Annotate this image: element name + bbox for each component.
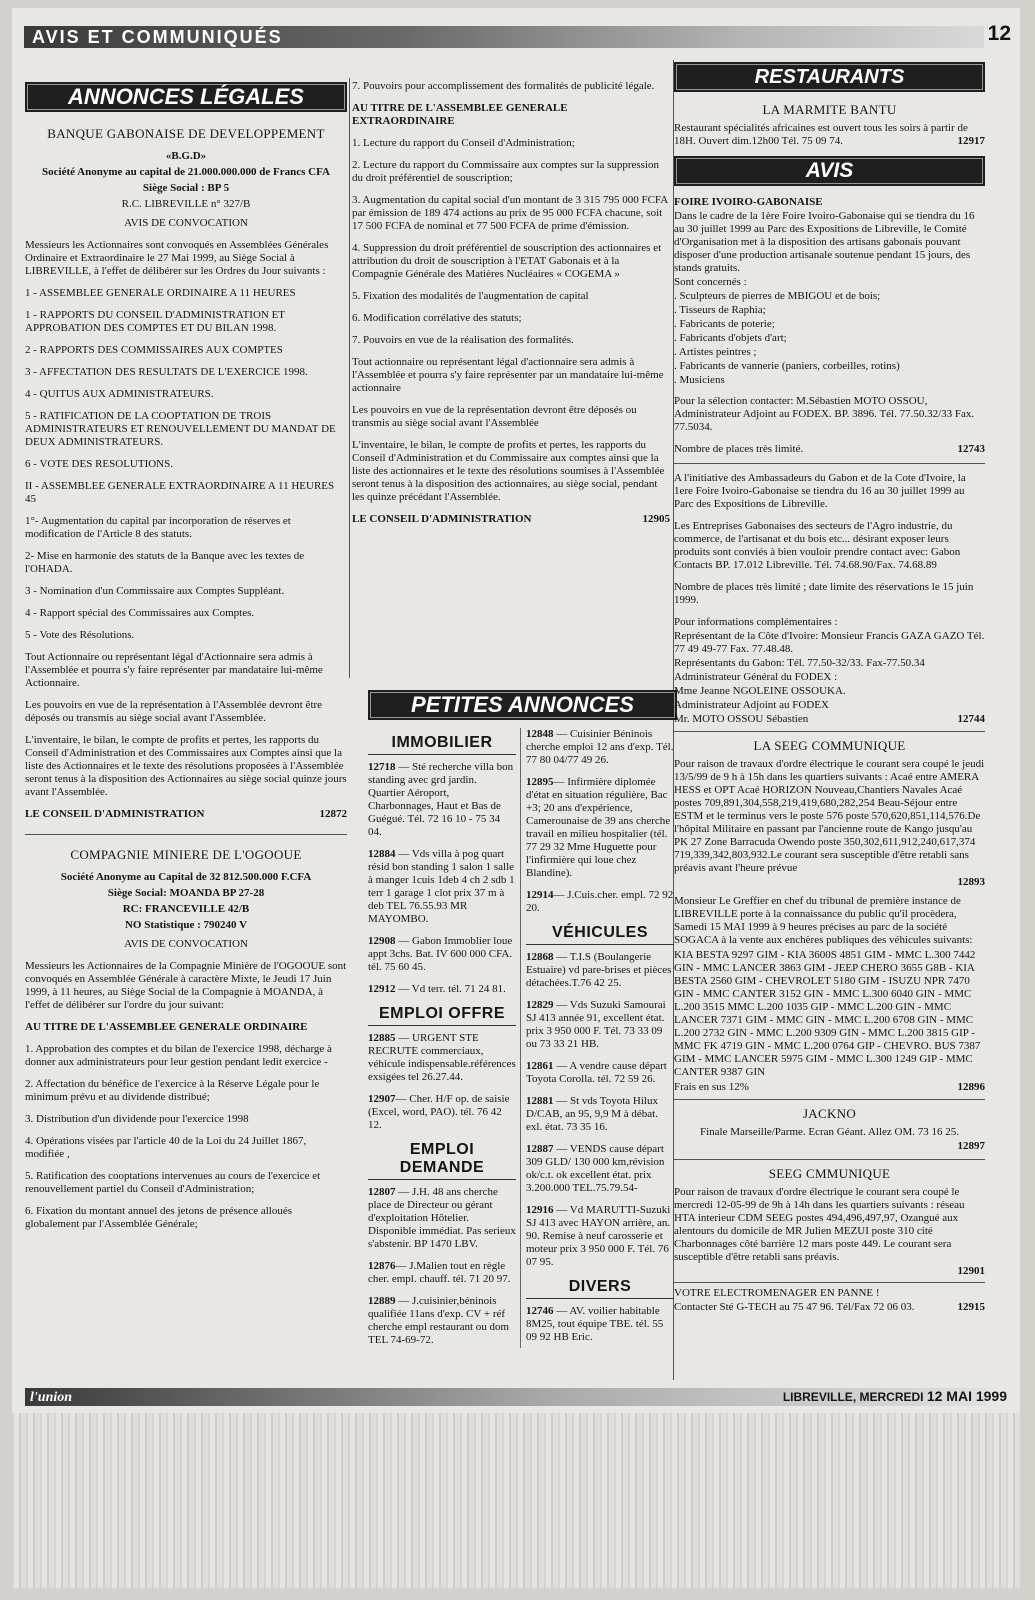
foire-intro: Dans le cadre de la 1ère Foire Ivoiro-Gabonaise qui se tiendra du 16 au 30 juillet 1999 au Parc des Expositions de Libreville, le Comité d'Organisation met à la disposition des artisans gabonais pouvant disposer d'une production artisanale soutenue pendant 15 jours, des stands gratuits. bbox=[674, 210, 975, 274]
divider bbox=[674, 1159, 985, 1160]
ad-text: — Vds Suzuki Samourai SJ 413 année 91, excellent état. prix 3 950 000 F. Tél. 73 33 09 ou 73 33 21 HB. bbox=[526, 999, 666, 1050]
ad-number: 12887 bbox=[526, 1143, 554, 1155]
seeg2-text: Pour raison de travaux d'ordre électrique le courant sera coupé le mercredi 12-05-99 de 9h à 14h dans les quartiers suivants : réseau HTA interieur CDM SEEG postes 494,496,497,97, Ozangué aux alentours du domicile de MR Julien MEZUI poste 310 cité Charbonnages côté barrière 12 mars poste 449. Le courant sera susceptible d'être retabli sans préavis. bbox=[674, 1186, 965, 1263]
ad-number: 12895 bbox=[526, 776, 554, 788]
bgd-item: 1°- Augmentation du capital par incorporation de réserves et modification de l'Article 8 des statuts. bbox=[25, 515, 291, 540]
greffier-text: Monsieur Le Greffier en chef du tribunal de première instance de LIBREVILLE porte à la connaissance du public qu'il procèdera, Samedi 15 MAI 1999 à 9 heures précises au parc de la société SOGACA à la vente aux enchères publiques des véhicules suivants: bbox=[674, 895, 973, 946]
bgd-p1: Tout Actionnaire ou représentant légal d'Actionnaire sera admis à l'Assemblée et pourra s'y faire représenter par mandataire lui-même Actionnaire. bbox=[25, 651, 323, 689]
bgd-item: 3 - AFFECTATION DES RESULTATS DE L'EXERCICE 1998. bbox=[25, 366, 308, 378]
ad-number: 12876 bbox=[368, 1260, 396, 1272]
list-item bbox=[526, 1095, 674, 1134]
footer-date: 12 MAI 1999 bbox=[926, 1388, 1007, 1404]
foire-title: FOIRE IVOIRO-GABONAISE bbox=[674, 196, 823, 208]
cmo-ago-item: 5. Ratification des cooptations intervenues au cours de l'exercice et renouvellement partiel du Conseil d'Administration; bbox=[25, 1170, 321, 1195]
bgd-avis: AVIS DE CONVOCATION bbox=[124, 217, 248, 229]
pa-left-column bbox=[368, 728, 516, 1356]
ad-text: — J.H. 48 ans cherche place de Directeur ou gérant d'exploitation Hôtelier. Disponible immédiat. Pas serieux s'abstenir. BP 1470 LBV. bbox=[368, 1186, 516, 1250]
cmo-p2: Les pouvoirs en vue de la représentation devront être déposés ou transmis au siège social avant l'Assemblée bbox=[352, 404, 637, 429]
list-item bbox=[526, 776, 674, 880]
restaurant-desc: Restaurant spécialités africaines est ouvert tous les soirs à partir de 18H. Ouvert dim.12h00 Tél. 75 09 74. bbox=[674, 122, 968, 147]
ad-number: 12908 bbox=[368, 935, 396, 947]
cmo-signature-row bbox=[352, 513, 670, 525]
restaurants-header: RESTAURANTS bbox=[674, 62, 985, 92]
footer-date-prefix: LIBREVILLE, MERCREDI bbox=[782, 1390, 924, 1404]
ad-text: — St vds Toyota Hilux D/CAB, an 95, 9,9 M à débat. exl. état. 73 35 16. bbox=[526, 1095, 658, 1133]
list-item bbox=[368, 1032, 516, 1084]
column-right bbox=[674, 62, 985, 1387]
emploi-offre-header: EMPLOI OFFRE bbox=[368, 1005, 516, 1026]
seeg2-title: SEEG CMMUNIQUE bbox=[768, 1166, 891, 1181]
avis-header: AVIS bbox=[674, 156, 985, 186]
bgd-item: 2 - RAPPORTS DES COMMISSAIRES AUX COMPTES bbox=[25, 344, 283, 356]
ad-number: 12861 bbox=[526, 1060, 554, 1072]
list-item bbox=[526, 889, 674, 915]
emploi-demande-header: EMPLOI DEMANDE bbox=[368, 1141, 516, 1180]
cmo-p1: Tout actionnaire ou représentant légal d'actionnaire sera admis à l'Assemblée et pourra s'y faire représenter par un mandataire lui-même actionnaire bbox=[352, 356, 664, 394]
list-item bbox=[526, 1204, 674, 1269]
ad-number: 12829 bbox=[526, 999, 554, 1011]
ad-text: — VENDS cause départ 309 GLD/ 130 000 km,révision ok/c.t. ok excellent état. prix 3.200.000 TEL.75.79.54- bbox=[526, 1143, 665, 1194]
foire2-last: Mr. MOTO OSSOU Sébastien bbox=[674, 713, 809, 725]
bgd-ref: 12872 bbox=[319, 808, 347, 820]
ad-number: 12807 bbox=[368, 1186, 396, 1198]
cmo-ago-title: AU TITRE DE L'ASSEMBLEE GENERALE ORDINAIRE bbox=[25, 1021, 308, 1033]
column-annonces-legales bbox=[25, 80, 347, 1388]
ad-text: — Infirmière diplomée d'état en situation régulière, Bac +3; 20 ans d'expérience, Camerounaise de 39 ans cherche travail en milieu hospitalier (tél. 77 29 32 Mme Huguette pour l'infirmière qui loue chez Blandine). bbox=[526, 776, 671, 879]
bgd-item: 5 - RATIFICATION DE LA COOPTATION DE TROIS ADMINISTRATEURS ET RENOUVELLEMENT DU MANDAT DE DEUX ADMINISTRATEURS. bbox=[25, 410, 336, 448]
bgd-item: 1 - ASSEMBLEE GENERALE ORDINAIRE A 11 HEURES bbox=[25, 287, 296, 299]
cmo-stat: NO Statistique : 790240 V bbox=[124, 919, 248, 931]
ad-text: — J.Malien tout en règle cher. empl. chauff. tél. 71 20 97. bbox=[368, 1260, 511, 1285]
foire2-last-row bbox=[674, 713, 985, 725]
list-item bbox=[368, 848, 516, 926]
cmo-ago-item: 2. Affectation du bénéfice de l'exercice à la Réserve Légale pour le minimum prévu et au dividende distribué; bbox=[25, 1078, 320, 1103]
list-item bbox=[368, 1260, 516, 1286]
page-number: 12 bbox=[987, 22, 1011, 45]
newspaper-logo: l'union bbox=[30, 1390, 73, 1405]
bgd-item: 5 - Vote des Résolutions. bbox=[25, 629, 135, 641]
scan-grain bbox=[12, 1413, 1020, 1588]
cmo-ago-item: 4. Opérations visées par l'article 40 de la Loi du 24 Juillet 1867, modifiée , bbox=[25, 1135, 307, 1160]
list-item bbox=[526, 1143, 674, 1195]
ad-number: 12885 bbox=[368, 1032, 396, 1044]
foire2-info: Représentant de la Côte d'Ivoire: Monsieur Francis GAZA GAZO Tél. 77 49 49-77 Fax. 77.48.48. bbox=[674, 630, 985, 655]
cmo-ago-item: 1. Approbation des comptes et du bilan de l'exercice 1998, décharge à donner aux administrateurs pour leur gestion pendant ledit exercice - bbox=[25, 1043, 332, 1068]
list-item bbox=[526, 728, 674, 767]
cmo-age-item: 4. Suppression du droit préférentiel de souscription des actionnaires et attribution du droit de souscription à l'ETAT Gabonais et à la Compagnie Générale des Matières Nucléaires « COGEMA » bbox=[352, 242, 662, 280]
list-item bbox=[368, 1295, 516, 1347]
bgd-abbr: «B.G.D» bbox=[165, 150, 207, 162]
greffier-row bbox=[674, 1081, 985, 1093]
petites-annonces-header: PETITES ANNONCES bbox=[368, 690, 677, 720]
bgd-signature: LE CONSEIL D'ADMINISTRATION bbox=[25, 808, 205, 820]
foire2-info: Représentants du Gabon: Tél. 77.50-32/33. Fax-77.50.34 bbox=[674, 657, 925, 669]
cmo-age-item: 3. Augmentation du capital social d'un montant de 3 315 795 000 FCFA par émission de 189 474 actions au prix de 95 000 FCFA chacune, soit 17 500 FCFA de nominal et 77 500 FCFA de prime d'émission. bbox=[352, 194, 668, 232]
list-item bbox=[368, 1093, 516, 1132]
petites-annonces bbox=[368, 690, 677, 1370]
seeg2-ref: 12901 bbox=[957, 1265, 985, 1277]
bgd-intro: Messieurs les Actionnaires sont convoqués en Assemblées Générales Ordinaire et Extraordinaire le 27 Mai 1999, au Siège Social à LIBREVILLE, à l'effet de délibérer sur les Ordres du Jour suivants : bbox=[25, 239, 329, 277]
bgd-item: 6 - VOTE DES RESOLUTIONS. bbox=[25, 458, 173, 470]
list-item bbox=[368, 983, 516, 996]
restaurant-text bbox=[674, 122, 985, 148]
bgd-name: BANQUE GABONAISE DE DEVELOPPEMENT bbox=[47, 126, 325, 141]
greffier-list: KIA BESTA 9297 GIM - KIA 3600S 4851 GIM - MMC L.300 7442 GIN - MMC LANCER 3863 GIM - JEEP CHERO 3655 G8B - KIA BESTA 2560 GIM - CHEVROLET 5180 GIM - ISUZU NPR 7470 GIN - MMC CANTER 3152 GIN - MMC L.300 6040 GIN - MMC L.200 3515 MMC L.200 1035 GIP - MMC L.200 GIN - MMC LANCER 7371 GIM - MMC GIN - MMC L.200 6708 GIN - MMC L.200 2732 GIN - MMC L.200 9309 GIN - MMC L.200 3815 GIP - MMC FK 4719 GIN - MMC L.200 0764 GIP - CHEVRO. BUS 7387 GIM - MMC LANCER 5975 GIM - MMC L.300 1249 GIP - MMC CANTER 9387 GIN bbox=[674, 949, 981, 1078]
ad-text: — J.cuisinier,béninois qualifiée 11ans d'exp. CV + réf cherche empl restaurant ou dom TEL 74-69-72. bbox=[368, 1295, 510, 1346]
seeg1-ref: 12893 bbox=[957, 876, 985, 888]
ad-text: — A vendre cause départ Toyota Corolla. tél. 72 59 26. bbox=[526, 1060, 667, 1085]
jackno-ref: 12897 bbox=[957, 1140, 985, 1152]
list-item bbox=[368, 935, 516, 974]
foire-contact: Pour la sélection contacter: M.Sébastien MOTO OSSOU, Administrateur Adjoint au FODEX. BP. 3896. Tél. 77.50.32/33 Fax. 77.5034. bbox=[674, 395, 975, 433]
divider bbox=[674, 463, 985, 464]
ad-text: — Vds villa à pog quart résid bon standing 1 salon 1 salle à manger 1cuis 1deb 4 ch 2 sdb 1 terr 1 garage 1 clot prix 37 m à deb TEL 76.55.93 MR MAYOMBO. bbox=[368, 848, 515, 925]
list-item bbox=[526, 999, 674, 1051]
foire2-p2: Les Entreprises Gabonaises des secteurs de l'Agro industrie, du commerce, de l'artisanat et du bois etc... désirant exposer leurs produits sont conviés à bien vouloir prendre contact avec: Gabon Contacts BP. 17.012 Libreville. Tél. 74.68.90/Fax. 74.68.89 bbox=[674, 520, 961, 571]
column-rule bbox=[349, 78, 350, 678]
cmo-age-item: 6. Modification corrélative des statuts; bbox=[352, 312, 522, 324]
cmo-siege: Siège Social: MOANDA BP 27-28 bbox=[107, 887, 265, 899]
ad-number: 12916 bbox=[526, 1204, 554, 1216]
ad-number: 12889 bbox=[368, 1295, 396, 1307]
greffier-ref: 12896 bbox=[957, 1081, 985, 1093]
ad-number: 12868 bbox=[526, 951, 554, 963]
ad-text: — AV. voilier habitable 8M25, tout équipe TBE. tél. 55 09 92 HB Eric. bbox=[526, 1305, 664, 1343]
cmo-ref: 12905 bbox=[642, 513, 670, 525]
pa-right-column bbox=[526, 728, 674, 1353]
jackno-text: Finale Marseille/Parme. Ecran Géant. Allez OM. 73 16 25. bbox=[699, 1126, 960, 1138]
foire2-p1: A l'initiative des Ambassadeurs du Gabon et de la Cote d'Ivoire, la 1ere Foire Ivoiro-Gabonaise se tiendra du 16 au 30 juillet 1999 au Parc des Expositions de Libreville. bbox=[674, 472, 966, 510]
cmo-avis: AVIS DE CONVOCATION bbox=[124, 938, 248, 950]
gtech-ref: 12915 bbox=[957, 1301, 985, 1313]
foire-places: Nombre de places très limité. bbox=[674, 443, 804, 455]
gtech-line2: Contacter Sté G-TECH au 75 47 96. Tél/Fax 72 06 03. bbox=[674, 1301, 915, 1313]
ad-text: — Gabon Immoblier loue appt 3chs. Bat. IV 600 000 CFA. tél. 75 60 45. bbox=[368, 935, 513, 973]
ad-text: — Cher. H/F op. de saisie (Excel, word, PAO). tél. 76 42 12. bbox=[368, 1093, 510, 1131]
foire2-ref: 12744 bbox=[957, 713, 985, 725]
ad-number: 12848 bbox=[526, 728, 554, 740]
ad-number: 12718 bbox=[368, 761, 396, 773]
section-title: AVIS ET COMMUNIQUÉS bbox=[32, 27, 283, 47]
bgd-p3: L'inventaire, le bilan, le compte de profits et pertes, les rapports du Conseil d'Administration et des Commissaires aux Comptes ainsi que la liste des Actionnaires et le texte des résolutions proposées à l'Assemblée seront tenus à la disposition des Actionnaires au siège social quinze jours avant l'Assemblée. bbox=[25, 734, 347, 798]
foire-ref: 12743 bbox=[957, 443, 985, 455]
cmo-age-item: 1. Lecture du rapport du Conseil d'Administration; bbox=[352, 137, 575, 149]
foire-list-item: . Tisseurs de Raphia; bbox=[674, 304, 766, 316]
foire-list-item: . Sculpteurs de pierres de MBIGOU et de bois; bbox=[674, 290, 881, 302]
gtech-line1: VOTRE ELECTROMENAGER EN PANNE ! bbox=[674, 1287, 880, 1299]
bgd-p2: Les pouvoirs en vue de la représentation à l'Assemblée devront être déposés ou transmis au siège social avant l'Assemblée. bbox=[25, 699, 323, 724]
ad-number: 12912 bbox=[368, 983, 396, 995]
foire2-info: Pour informations complémentaires : bbox=[674, 616, 838, 628]
cmo-intro: Messieurs les Actionnaires de la Compagnie Minière de l'OGOOUE sont convoqués en Assemblée Générale à caractère Mixte, le Jeudi 17 Juin 1999, à 11 heures, au Siège Social de la Compagnie à MOANDA, à l'effet de délibérer sur l'ordre du jour suivant: bbox=[25, 960, 347, 1011]
foire2-p3: Nombre de places très limité ; date limite des réservations le 15 juin 1999. bbox=[674, 581, 974, 606]
bgd-item: II - ASSEMBLEE GENERALE EXTRAORDINAIRE A 11 HEURES 45 bbox=[25, 480, 335, 505]
foire2-info: Administrateur Général du FODEX : bbox=[674, 671, 838, 683]
foire-list-item: . Artistes peintres ; bbox=[674, 346, 757, 358]
cmo-rc: RC: FRANCEVILLE 42/B bbox=[122, 903, 250, 915]
jackno-title: JACKNO bbox=[802, 1106, 857, 1121]
list-item bbox=[368, 761, 516, 839]
gtech-row bbox=[674, 1301, 985, 1313]
bgd-rc: R.C. LIBREVILLE n° 327/B bbox=[121, 198, 251, 210]
ad-text: — Cuisinier Béninois cherche emploi 12 ans d'exp. Tél. 77 80 04/77 49 26. bbox=[526, 728, 674, 766]
cmo-name: COMPAGNIE MINIERE DE L'OGOOUE bbox=[70, 847, 302, 862]
cmo-ago-item: 6. Fixation du montant annuel des jetons de présence alloués globalement par l'Assemblée Générale; bbox=[25, 1205, 292, 1230]
restaurant-ref: 12917 bbox=[957, 135, 985, 147]
cmo-ago-item: 3. Distribution d'un dividende pour l'exercice 1998 bbox=[25, 1113, 249, 1125]
restaurant-name: LA MARMITE BANTU bbox=[762, 102, 897, 117]
ad-number: 12881 bbox=[526, 1095, 554, 1107]
foire-list-item: . Fabricants de vannerie (paniers, corbeilles, rotins) bbox=[674, 360, 900, 372]
immobilier-header: IMMOBILIER bbox=[368, 734, 516, 755]
bgd-capital: Société Anonyme au capital de 21.000.000.000 de Francs CFA bbox=[42, 166, 330, 178]
footer-dateline bbox=[783, 1388, 1007, 1404]
column-rule bbox=[520, 728, 521, 1348]
cmo-p3: L'inventaire, le bilan, le compte de profits et pertes, les rapports du Conseil d'Administration et du Commissaire aux comptes ainsi que la liste des actionnaires et le texte des résolutions soumises à l'Assemblée seront tenus à la disposition des actionnaires, au siège social, pendant les quinze précédant l'Assemblée. bbox=[352, 439, 665, 503]
list-item bbox=[526, 951, 674, 990]
foire-list-item: . Fabricants de poterie; bbox=[674, 318, 775, 330]
ad-number: 12884 bbox=[368, 848, 396, 860]
foire2-info: Administrateur Adjoint au FODEX bbox=[674, 699, 829, 711]
seeg1-text: Pour raison de travaux d'ordre électrique le courant sera coupé le jeudi 13/5/99 de 9 h à 15h dans les quartiers suivants : Acaé entre AMERA HESS et OPT Acaé HORIZON Nouveau,Chantiers Navales Acaé postes 709,891,304,558,219,419,680,282,254 Beau-Séjour entre ESTM et le terminus vers le poste 576 poste 570,620,851,114,576.De l'hôpital Militaire en passant par l'ancienne route de Kango jusqu'au PK 27 Zone Barracuda Owendo poste 350,302,611,912,240,617,374 719,339,342,803,932.Le courant sera susceptible d'être retabli sans préavis avant l'heure prévue bbox=[674, 758, 985, 874]
cmo-age-title: AU TITRE DE L'ASSEMBLEE GENERALE EXTRAORDINAIRE bbox=[352, 102, 568, 127]
list-item bbox=[368, 1186, 516, 1251]
ad-text: — Vd terr. tél. 71 24 81. bbox=[395, 983, 506, 995]
ad-text: — Vd MARUTTI-Suzuki SJ 413 avec HAYON arrière, an. 90. Remise à neuf carosserie et moteur prix 3 950 000 F. Tél. 76 07 95. bbox=[526, 1204, 671, 1268]
cmo-ago-item-7: 7. Pouvoirs pour accomplissement des formalités de publicité légale. bbox=[352, 80, 655, 92]
bgd-item: 4 - QUITUS AUX ADMINISTRATEURS. bbox=[25, 388, 214, 400]
bgd-item: 4 - Rapport spécial des Commissaires aux Comptes. bbox=[25, 607, 255, 619]
cmo-age-item: 5. Fixation des modalités de l'augmentation de capital bbox=[352, 290, 589, 302]
divider bbox=[25, 834, 347, 835]
ad-text: — Sté recherche villa bon standing avec grd jardin. Quartier Aéroport, Charbonnages, Haut et Bas de Guégué. Tél. 72 16 10 - 75 34 04. bbox=[368, 761, 514, 838]
ad-text: — T.I.S (Boulangerie Estuaire) vd pare-brises et pièces détachées.T.76 42 25. bbox=[526, 951, 672, 989]
ad-text: — J.Cuis.cher. empl. 72 92 20. bbox=[526, 889, 674, 914]
column-cmo-continued bbox=[352, 80, 670, 680]
divider bbox=[674, 731, 985, 732]
cmo-capital: Société Anonyme au Capital de 32 812.500.000 F.CFA bbox=[60, 871, 312, 883]
annonces-legales-header: ANNONCES LÉGALES bbox=[25, 82, 347, 112]
list-item bbox=[526, 1305, 674, 1344]
foire2-info: Mme Jeanne NGOLEINE OSSOUKA. bbox=[674, 685, 846, 697]
divers-header: DIVERS bbox=[526, 1278, 674, 1299]
ad-number: 12907 bbox=[368, 1093, 396, 1105]
cmo-age-item: 2. Lecture du rapport du Commissaire aux comptes sur la suppression du droit préférentiel de souscription; bbox=[352, 159, 660, 184]
ad-number: 12914 bbox=[526, 889, 554, 901]
foire-list-item: . Musiciens bbox=[674, 374, 725, 386]
divider bbox=[674, 1282, 985, 1283]
foire-places-row bbox=[674, 443, 985, 455]
bgd-signature-row bbox=[25, 808, 347, 820]
cmo-age-item: 7. Pouvoirs en vue de la réalisation des formalités. bbox=[352, 334, 574, 346]
list-item bbox=[526, 1060, 674, 1086]
bgd-siege: Siège Social : BP 5 bbox=[142, 182, 230, 194]
bgd-item: 2- Mise en harmonie des statuts de la Banque avec les textes de l'OHADA. bbox=[25, 550, 305, 575]
foire-concernes: Sont concernés : bbox=[674, 276, 747, 288]
vehicules-header: VÉHICULES bbox=[526, 924, 674, 945]
cmo-signature: LE CONSEIL D'ADMINISTRATION bbox=[352, 513, 532, 525]
divider bbox=[674, 1099, 985, 1100]
ad-number: 12746 bbox=[526, 1305, 554, 1317]
ad-text: — URGENT STE RECRUTE commerciaux, véhicule indispensable.références exsigées tel 26.27.44. bbox=[368, 1032, 516, 1083]
foire-list-item: . Fabricants d'objets d'art; bbox=[674, 332, 787, 344]
bgd-item: 3 - Nomination d'un Commissaire aux Comptes Suppléant. bbox=[25, 585, 285, 597]
bgd-item: 1 - RAPPORTS DU CONSEIL D'ADMINISTRATION ET APPROBATION DES COMPTES ET DU BILAN 1998. bbox=[25, 309, 285, 334]
seeg1-title: LA SEEG COMMUNIQUE bbox=[753, 738, 906, 753]
greffier-frais: Frais en sus 12% bbox=[674, 1081, 749, 1093]
